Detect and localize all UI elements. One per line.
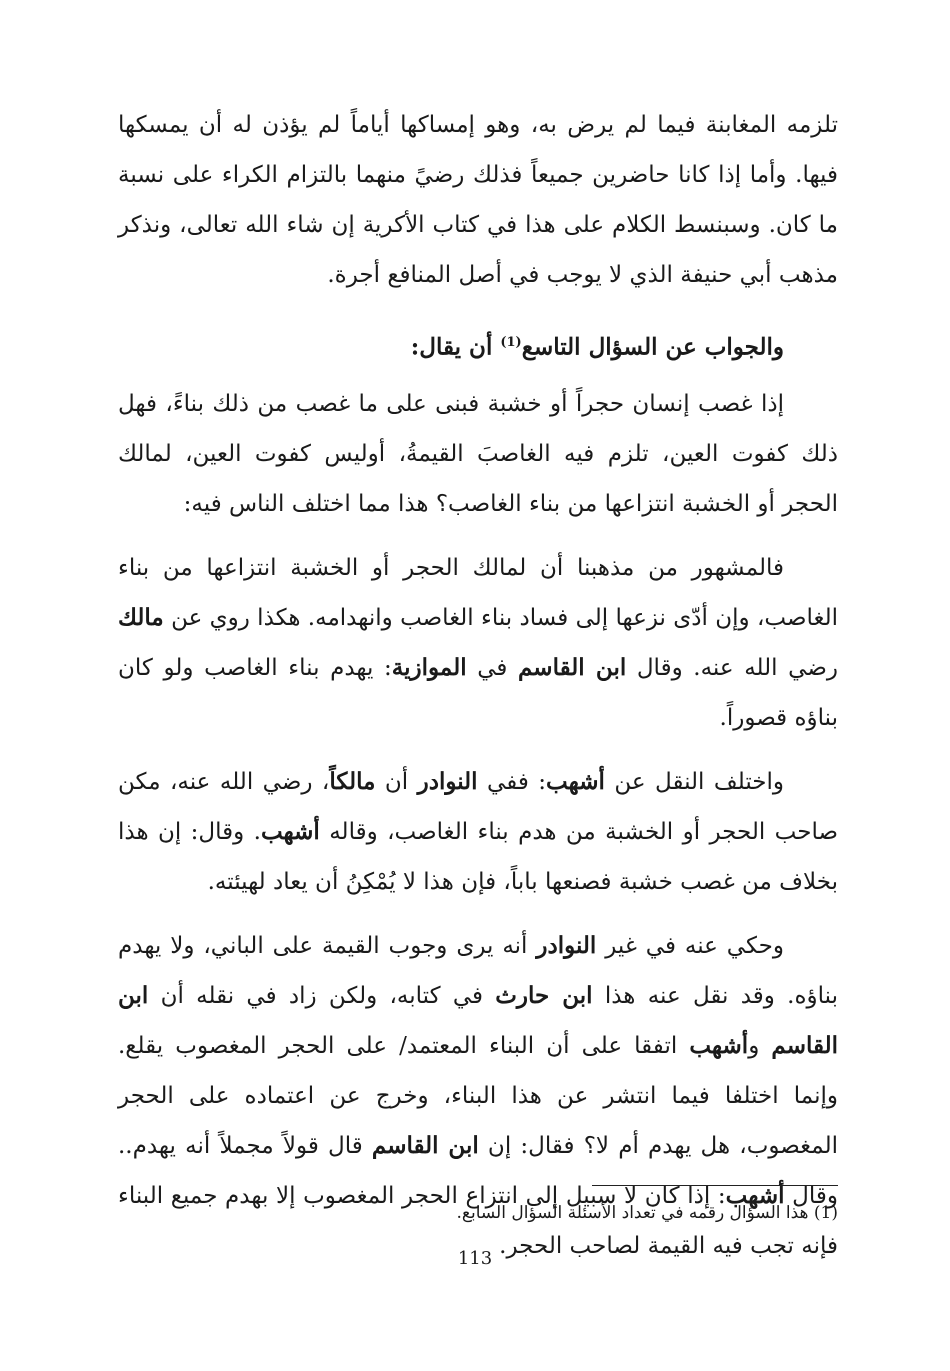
p3-text-2: رضي الله عنه. وقال [626,654,838,681]
p5-bold-ashhab: أشهب [689,1031,749,1059]
p4-text-2: : ففي [477,768,547,795]
p4-text-5: . وقال: إن هذا بخلاف من غصب خشبة فصنعها باباً، فإن هذا لا يُمْكِنُ أن يعاد لهيئته. [118,818,838,895]
p4-text-3: أن [375,768,418,795]
p5-text-1: وحكي عنه في غير [596,932,784,959]
footnote: (1) هذا السؤال رقمه في تعداد الأسئلة السؤال السابع. [456,1203,838,1223]
page-body [118,100,838,1271]
footnote-marker: (1) [500,335,522,350]
paragraph-2: إذا غصب إنسان حجراً أو خشبة فبنى على ما غصب من ذلك بناءً، فهل ذلك كفوت العين، تلزم فيه الغاصبَ القيمةُ، أوليس كفوت العين، لمالك الحجر أو الخشبة انتزاعها من بناء الغاصب؟ هذا مما اختلف الناس فيه: [118,390,838,517]
section-heading [118,318,838,373]
p3-text-4: : يهدم بناء الغاصب ولو كان بناؤه قصوراً. [118,654,838,731]
p5-text-4: و [748,1032,772,1059]
p5-bold-ibn-alqasim-2: ابن القاسم [371,1131,479,1159]
p3-bold-malik: مالك [118,603,164,631]
paragraph-1: تلزمه المغابنة فيما لم يرض به، وهو إمساكها أياماً لم يؤذن له أن يمسكها فيها. وأما إذا كانا حاضرين جميعاً فذلك رضيً منهما بالتزام الكراء على نسبة ما كان. وسبنسط الكلام على هذا في كتاب الأكرية إن شاء الله تعالى، ونذكر مذهب أبي حنيفة الذي لا يوجب في أصل المنافع أجرة. [118,112,838,288]
p5-text-3: في كتابه، ولكن زاد في نقله أن [148,982,496,1009]
paragraph-4 [118,757,838,907]
heading-text-end: أن يقال: [410,333,501,361]
p4-text-1: واختلف النقل عن [604,768,784,795]
p5-text-5: اتفقا على أن البناء المعتمد/ على الحجر المغصوب يقلع. وإنما اختلفا فيما انتشر عن هذا البناء، وخرج عن اعتماده على الحجر المغصوب، هل يهدم أم لا؟ فقال: إن [118,1032,838,1159]
p5-bold-ibn-alqasim: ابن القاسم [118,981,839,1059]
p5-text-2: أنه يرى وجوب القيمة على الباني، ولا يهدم بناؤه. وقد نقل عنه هذا [118,932,838,1009]
p5-bold-ibn-harith: ابن حارث [495,981,593,1009]
p4-bold-ashhab: أشهب [546,767,605,795]
p3-bold-ibn-alqasim: ابن القاسم [518,653,627,681]
p5-bold-ashhab-2: أشهب [725,1181,785,1209]
page-number: 113 [457,1248,493,1269]
p4-bold-ashhab-2: أشهب [260,817,320,845]
p4-bold-nawadir: النوادر [417,767,478,795]
p5-text-6: قال قولاً مجملاً أنه يهدم.. وقال [118,1132,838,1209]
paragraph-3 [118,543,838,743]
p3-text-3: في [466,654,518,681]
heading-text: والجواب عن السؤال التاسع [521,333,784,361]
p4-text-4: ، رضي الله عنه، مكن صاحب الحجر أو الخشبة من هدم بناء الغاصب، وقاله [118,768,839,845]
footnote-divider [592,1185,838,1186]
p3-text-1: فالمشهور من مذهبنا أن لمالك الحجر أو الخشبة انتزاعها من بناء الغاصب، وإن أدّى نزعها إلى فساد بناء الغاصب وانهدامه. هكذا روي عن [118,554,838,631]
p4-bold-malikan: مالكاً [329,767,376,795]
p5-text-7: : إذا كان لا سبيل إلى انتزاع الحجر المغصوب إلا بهدم جميع البناء فإنه تجب فيه القيمة لصاحب الحجر. [118,1182,838,1259]
p3-bold-mawaziya: الموازية [391,653,467,681]
p5-bold-nawadir: النوادر [536,931,597,959]
